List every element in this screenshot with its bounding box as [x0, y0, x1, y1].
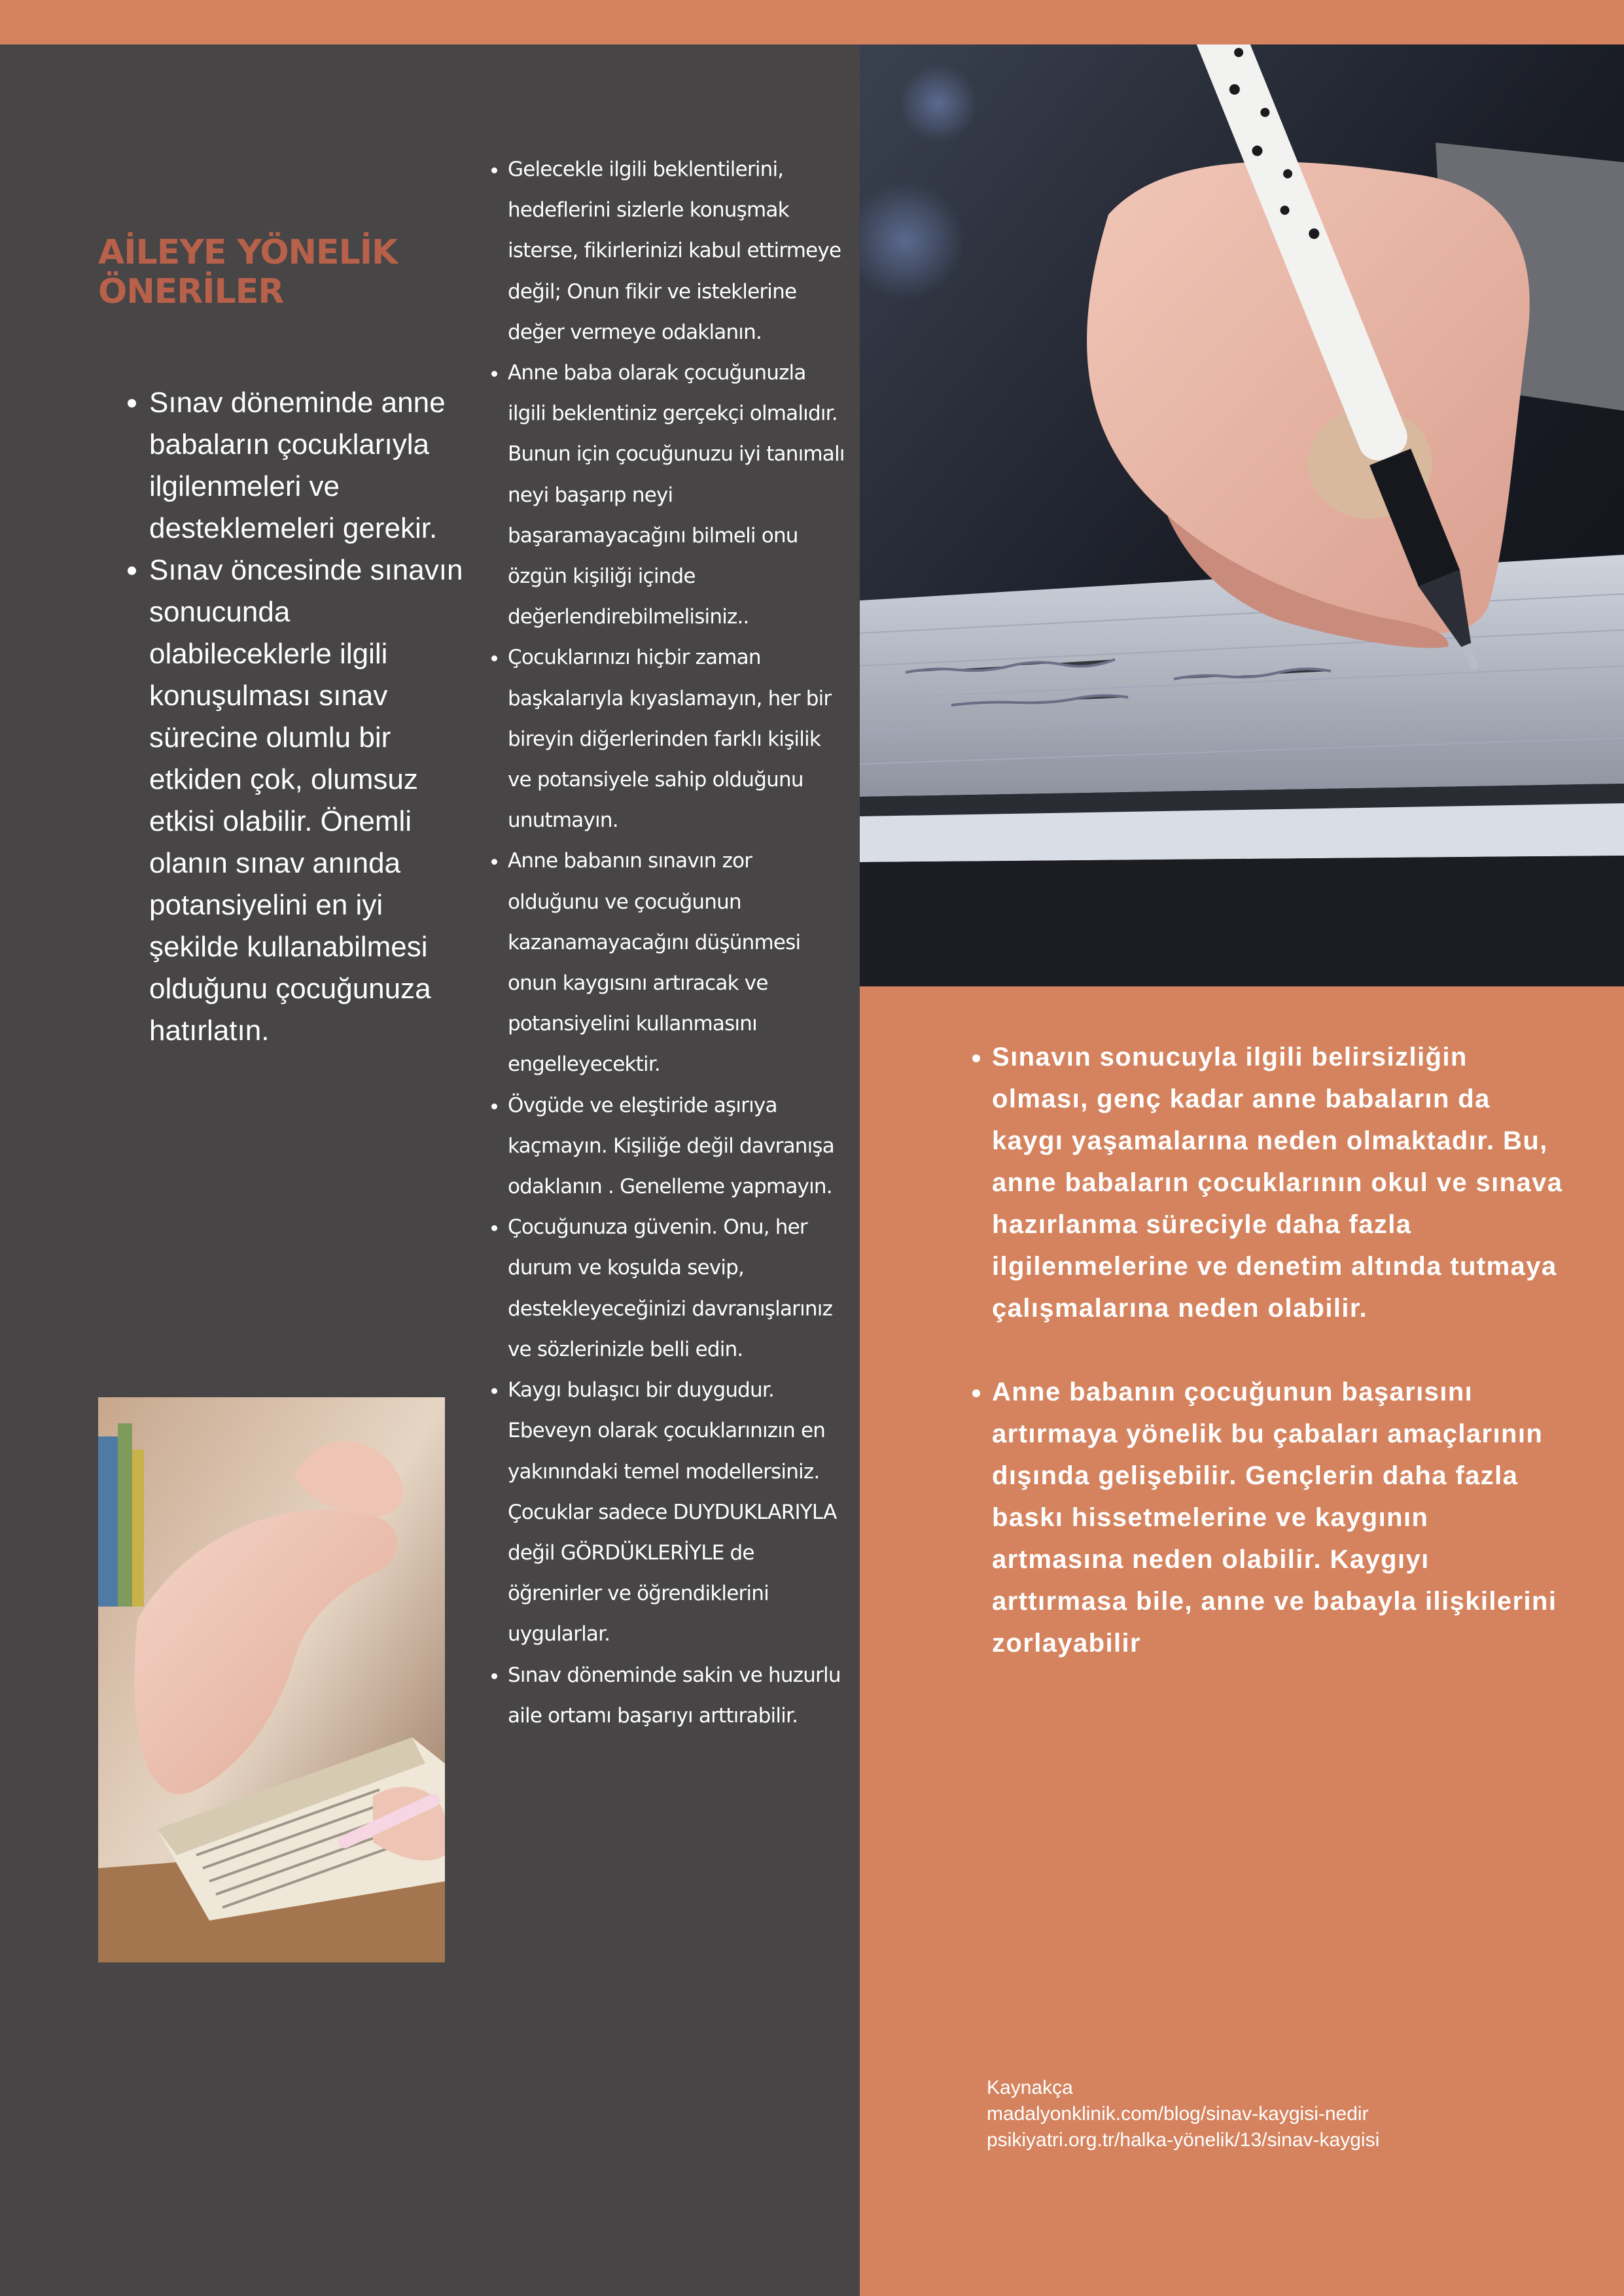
list-item: • Sınav döneminde sakin ve huzurlu aile ortamı başarıyı arttırabilir.	[508, 1655, 848, 1736]
right-bullet-list	[961, 1036, 1568, 1706]
left-bullet-list	[118, 382, 463, 1052]
list-item: • Çocuklarınızı hiçbir zaman başkalarıyla kıyaslamayın, her bir bireyin diğerlerinden farklı kişilik ve potansiyele sahip olduğunu unutmayın.	[508, 637, 848, 841]
references	[987, 2075, 1484, 2153]
list-item: • Sınavın sonucuyla ilgili belirsizliğin olması, genç kadar anne babaların da kaygı yaşamalarına neden olmaktadır. Bu, anne babaların çocuklarının okul ve sınava hazırlanma süreciyle daha fazla ilgilenmelerine ve denetim altında tutmaya çalışmalarına neden olabilir.	[992, 1036, 1568, 1329]
list-item: • Sınav döneminde anne babaların çocuklarıyla ilgilenmeleri ve desteklemeleri gerekir.	[149, 382, 463, 549]
page-title: AİLEYE YÖNELİK ÖNERİLER	[98, 233, 398, 311]
list-item: • Övgüde ve eleştiride aşırıya kaçmayın. Kişiliğe değil davranışa odaklanın . Genelleme yapmayın.	[508, 1085, 848, 1208]
list-item: • Sınav öncesinde sınavın sonucunda olabileceklerle ilgili konuşulması sınav sürecine olumlu bir etkiden çok, olumsuz etkisi olabilir. Önemli olanın sınav anında potansiyelini en iyi şekilde kullanabilmesi olduğunu çocuğunuza hatırlatın.	[149, 549, 463, 1052]
top-accent-bar	[0, 0, 1624, 44]
list-item: • Gelecekle ilgili beklentilerini, hedeflerini sizlerle konuşmak isterse, fikirlerinizi kabul ettirmeye değil; Onun fikir ve isteklerine değer vermeye odaklanın.	[508, 149, 848, 353]
list-item: • Anne babanın sınavın zor olduğunu ve çocuğunun kazanamayacağını düşünmesi onun kaygısını artıracak ve potansiyelini kullanmasını engelleyecektir.	[508, 841, 848, 1085]
references-heading: Kaynakça	[987, 2077, 1073, 2098]
list-item: • Anne babanın çocuğunun başarısını artırmaya yönelik bu çabaları amaçlarının dışında gelişebilir. Gençlerin daha fazla baskı hissetmelerine ve kaygının artmasına neden olabilir. Kaygıyı arttırmasa bile, anne ve babayla ilişkilerini zorlayabilir	[992, 1371, 1568, 1664]
writing-photo	[860, 44, 1624, 986]
middle-bullet-list	[475, 149, 848, 1736]
list-item: • Anne baba olarak çocuğunuzla ilgili beklentiniz gerçekçi olmalıdır. Bunun için çocuğunuzu iyi tanımalı neyi başarıp neyi başaramayacağını bilmeli onu özgün kişiliği içinde değerlendirebilmelisiniz..	[508, 353, 848, 637]
list-item: • Kaygı bulaşıcı bir duygudur. Ebeveyn olarak çocuklarınızın en yakınındaki temel modellersiniz. Çocuklar sadece DUYDUKLARIYLA değil GÖRDÜKLERİYLE de öğrenirler ve öğrendiklerini uygularlar.	[508, 1370, 848, 1654]
reading-photo	[98, 1397, 445, 1962]
list-item: • Çocuğunuza güvenin. Onu, her durum ve koşulda sevip, destekleyeceğinizi davranışlarınız ve sözlerinizle belli edin.	[508, 1207, 848, 1370]
reference-link[interactable]: psikiyatri.org.tr/halka-yönelik/13/sinav-kaygisi	[987, 2129, 1380, 2151]
reference-link[interactable]: madalyonklinik.com/blog/sinav-kaygisi-nedir	[987, 2103, 1369, 2125]
